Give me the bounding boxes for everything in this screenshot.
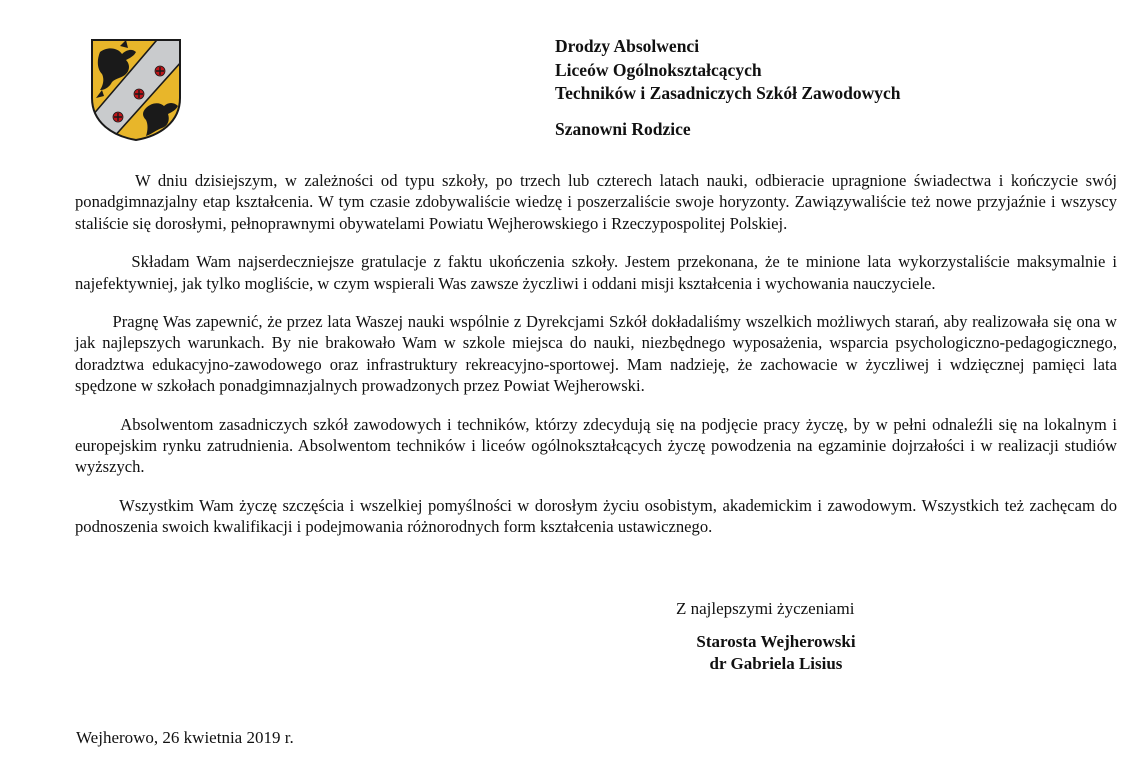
place-date: Wejherowo, 26 kwietnia 2019 r. bbox=[76, 728, 294, 747]
signature-title: Starosta Wejherowski bbox=[696, 632, 856, 651]
body-paragraph: W dniu dzisiejszym, w zależności od typu szkoły, po trzech lub czterech latach nauki, odbieracie upragnione świadectwa i kończycie swój ponadgimnazjalny etap kształcenia. W tym czasie zdobywaliście wiedzę i poszerzaliście swoje horyzonty. Zawiązywaliście też nowe przyjaźnie i wszyscy staliście się dorosłymi, pełnoprawnymi obywatelami Powiatu Wejherowskiego i Rzeczypospolitej Polskiej. bbox=[75, 171, 1117, 233]
body-paragraph: Absolwentom zasadniczych szkół zawodowych i techników, którzy zdecydują się na podjęcie pracy życzę, by w pełni odnaleźli się na lokalnym i europejskim rynku zatrudnienia. Absolwentom techników i liceów ogólnokształcących życzę powodzenia na egzaminie dojrzałości i w realizacji studiów wyższych. bbox=[75, 414, 1117, 477]
signature-block bbox=[684, 631, 868, 675]
addressee-line: Liceów Ogólnokształcących bbox=[555, 59, 762, 80]
letter-body bbox=[75, 170, 1117, 555]
closing-salutation: Z najlepszymi życzeniami bbox=[676, 599, 855, 618]
addressee-line: Drodzy Absolwenci bbox=[555, 36, 700, 56]
body-paragraph: Pragnę Was zapewnić, że przez lata Waszej nauki wspólnie z Dyrekcjami Szkół dokładaliśmy wszelkich możliwych starań, aby realizowała się ona w jak najlepszych warunkach. By nie brakowało Wam w szkole miejsca do nauki, niezbędnego wyposażenia, wsparcia psychologiczno-pedagogicznego, doradztwa edukacyjno-zawodowego oraz infrastruktury rekreacyjno-sportowej. Mam nadzieję, że zachowacie w życzliwej i wdzięcznej pamięci lata spędzone w szkołach ponadgimnazjalnych prowadzonych przez Powiat Wejherowski. bbox=[75, 312, 1117, 396]
body-paragraph: Wszystkim Wam życzę szczęścia i wszelkiej pomyślności w dorosłym życiu osobistym, akademickim i zawodowym. Wszystkich też zachęcam do podnoszenia swoich kwalifikacji i podejmowania różnorodnych form kształcenia ustawicznego. bbox=[75, 495, 1117, 537]
addressee-line: Techników i Zasadniczych Szkół Zawodowych bbox=[555, 83, 901, 103]
addressee-block bbox=[555, 35, 901, 141]
signature-name: dr Gabriela Lisius bbox=[709, 654, 843, 673]
greeting: Szanowni Rodzice bbox=[555, 118, 691, 139]
coat-of-arms-icon bbox=[90, 38, 182, 142]
body-paragraph: Składam Wam najserdeczniejsze gratulacje z faktu ukończenia szkoły. Jestem przekonana, że te minione lata wykorzystaliście maksymalnie i najefektywniej, jak tylko mogliście, w czym wspierali Was zawsze życzliwi i oddani misji kształcenia i wychowania nauczyciele. bbox=[75, 252, 1117, 293]
